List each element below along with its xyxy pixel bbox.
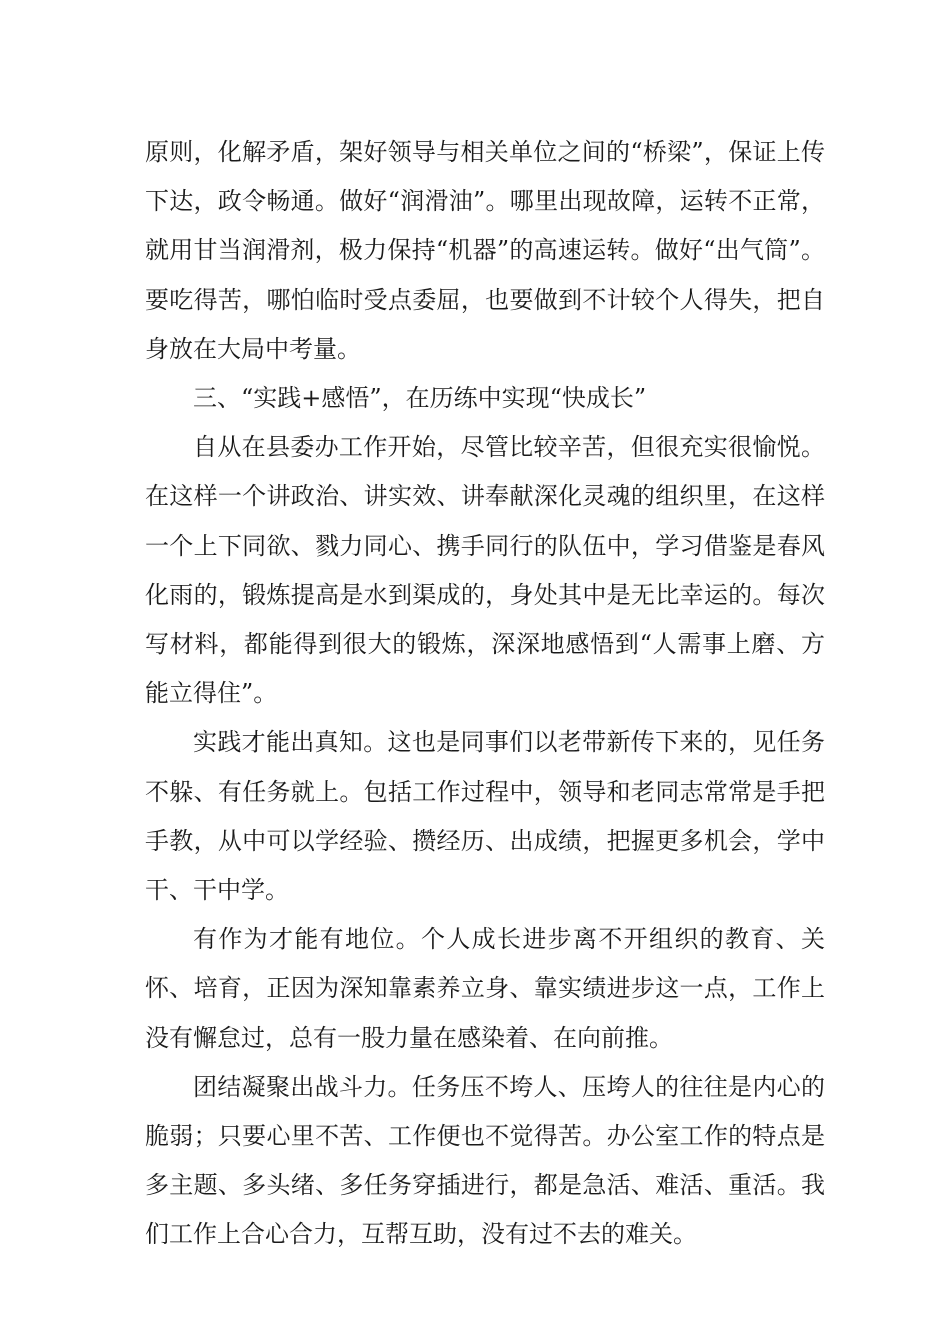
paragraph-1: 原则，化解矛盾，架好领导与相关单位之间的“桥梁”，保证上传下达，政令畅通。做好“润滑油”。哪里出现故障，运转不正常，就用甘当润滑剂，极力保持“机器”的高速运转。做好“出气筒”。要吃得苦，哪怕临时受点委屈，也要做到不计较个人得失，把自身放在大局中考量。 <box>145 138 825 363</box>
paragraph-4: 有作为才能有地位。个人成长进步离不开组织的教育、关怀、培育，正因为深知靠素养立身、靠实绩进步这一点，工作上没有懈怠过，总有一股力量在感染着、在向前推。 <box>145 925 825 1052</box>
section-heading-3: 三、“实践+感悟”，在历练中实现“快成长” <box>193 384 647 413</box>
paragraph-5: 团结凝聚出战斗力。任务压不垮人、压垮人的往往是内心的脆弱；只要心里不苦、工作便也不觉得苦。办公室工作的特点是多主题、多头绪、多任务穿插进行，都是急活、难活、重活。我们工作上合心合力，互帮互助，没有过不去的难关。 <box>145 1072 825 1249</box>
paragraph-2: 自从在县委办工作开始，尽管比较辛苦，但很充实很愉悦。在这样一个讲政治、讲实效、讲奉献深化灵魂的组织里，在这样一个上下同欲、戮力同心、携手同行的队伍中，学习借鉴是春风化雨的，锻炼提高是水到渠成的，身处其中是无比幸运的。每次写材料，都能得到很大的锻炼，深深地感悟到“人需事上磨、方能立得住”。 <box>145 433 825 708</box>
document-body <box>145 128 825 1260</box>
paragraph-3: 实践才能出真知。这也是同事们以老带新传下来的，见任务不躲、有任务就上。包括工作过程中，领导和老同志常常是手把手教，从中可以学经验、攒经历、出成绩，把握更多机会，学中干、干中学。 <box>145 728 825 905</box>
